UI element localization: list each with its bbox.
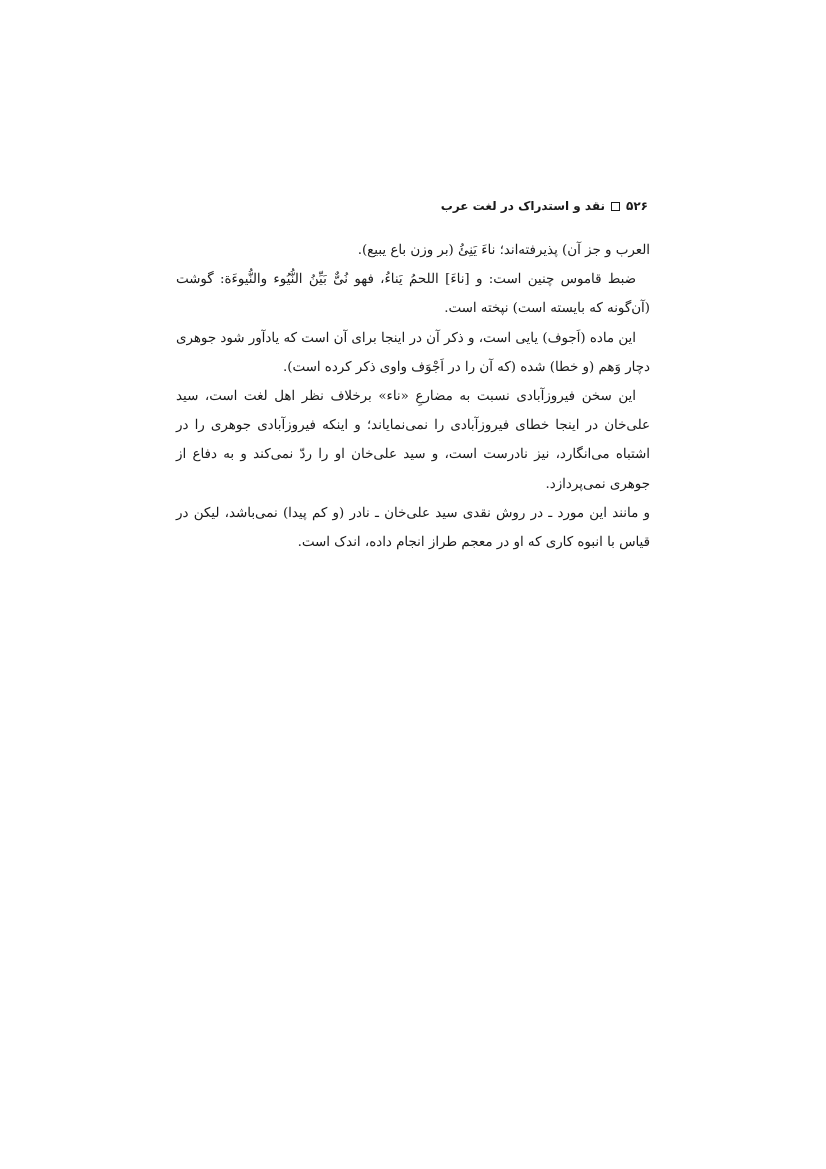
- paragraph-3: این ماده (اَجوف) یایی است، و ذکر آن در اینجا برای آن است که یادآور شود جوهری دچار وَهم (و خطا) شده (که آن را در اَجْوَف واوی ذکر کرده است).: [176, 330, 650, 375]
- running-title: نقد و استدراک در لغت عرب: [440, 199, 606, 213]
- running-header: [178, 196, 648, 216]
- page-number: ۵۲۶: [626, 199, 648, 213]
- square-bullet-icon: [611, 202, 620, 211]
- paragraph-1: العرب و جز آن) پذیرفته‌اند؛ ناءَ یَنِئُ (بر وزن باع یبیع).: [357, 243, 650, 258]
- paragraph-2: ضبط قاموس چنین است: و [ناءَ] اللحمُ یَناءُ، فهو نُیٌّ بَیِّنُ النُّیُوء والنُّیوءَة: گوشت (آن‌گونه که بایسته است) نپخته است.: [176, 272, 650, 317]
- paragraph-5: و مانند این مورد ـ در روش نقدی سید علی‌خان ـ نادر (و کم پیدا) نمی‌باشد، لیکن در قیاس با انبوه کاری که او در معجم طراز انجام داده، اندک است.: [176, 505, 650, 551]
- body-text: [176, 236, 650, 557]
- paragraph-4: این سخن فیروزآبادی نسبت به مضارعِ «ناء» برخلاف نظر اهل لغت است، سید علی‌خان در اینجا خطای فیروزآبادی را نمی‌نمایاند؛ و اینکه فیروزآبادی جوهری را در اشتباه می‌انگارد، نیز نادرست است، و سید علی‌خان او را ردّ نمی‌کند و به دفاع از جوهری نمی‌پردازد.: [176, 389, 650, 492]
